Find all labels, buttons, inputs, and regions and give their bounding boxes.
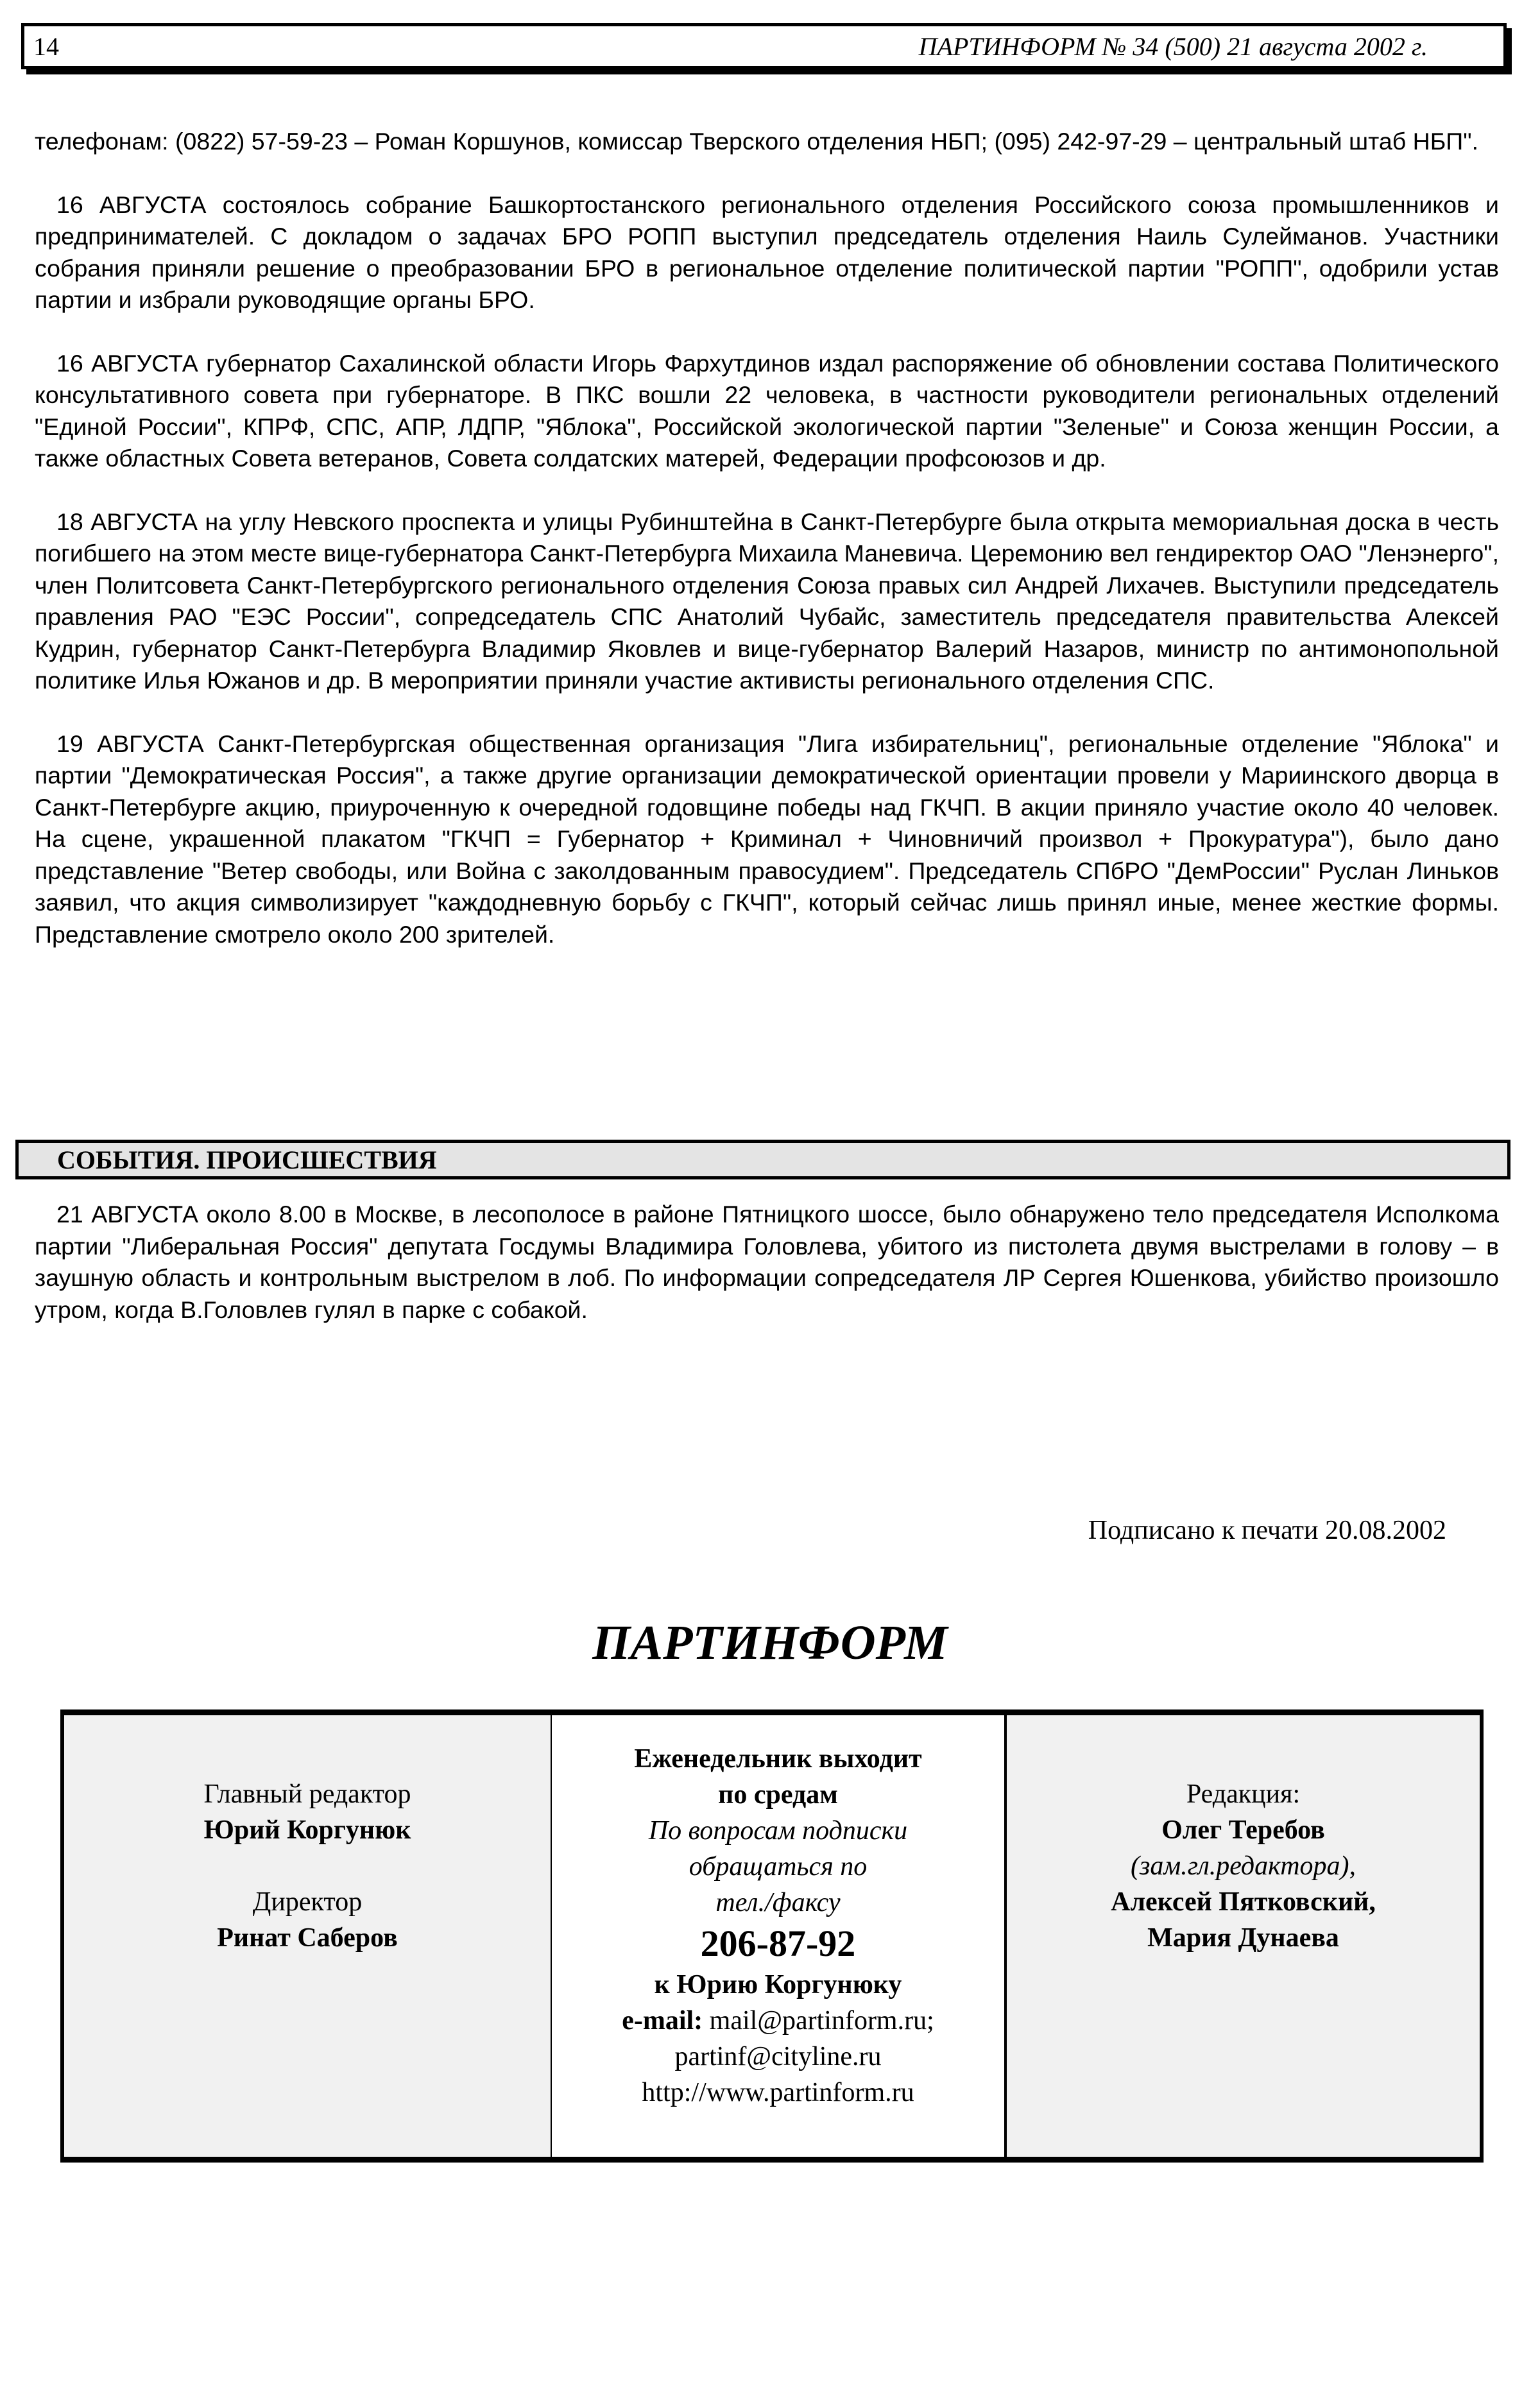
staff-1-name: Олег Теребов [1161,1815,1325,1845]
email-link-1[interactable]: mail@partinform.ru; [709,2006,934,2035]
staff-label: Редакция: [1186,1779,1301,1809]
article-bashkortostan: 16 АВГУСТА состоялось собрание Башкортостанского регионального отделения Российского союза промышленников и предпринимателей. С докладом о задачах БРО РОПП выступил председатель отделения Наиль Сулейманов. Участники собрания приняли решение о преобразовании БРО в региональное отделение политической партии "РОПП", одобрили устав партии и избрали руководящие органы БРО. [35,191,1499,313]
contact-person: к Юрию Коргунюку [654,1970,902,2000]
schedule-line-1: Еженедельник выходит [634,1744,922,1774]
staff-2-name: Алексей Пятковский, [1111,1887,1376,1917]
signed-to-print: Подписано к печати 20.08.2002 [1088,1516,1446,1545]
editor-role: Главный редактор [203,1779,411,1809]
page-header [21,23,1507,69]
masthead-editors [64,1715,552,2157]
page-number: 14 [33,32,59,61]
news-column [35,126,1499,982]
issue-line: ПАРТИНФОРМ № 34 (500) 21 августа 2002 г. [918,32,1428,61]
editor-name: Юрий Коргунюк [203,1815,411,1845]
article-sakhalin: 16 АВГУСТА губернатор Сахалинской области Игорь Фархутдинов издал распоряжение об обновлении состава Политического консультативного совета при губернаторе. В ПКС вошли 22 человека, в частности руководители региональных отделений "Единой России", КПРФ, СПС, АПР, ЛДПР, "Яблока", Российской экологической партии "Зеленые" и Союза женщин России, а также областных Совета ветеранов, Совета солдатских матерей, Федерации профсоюзов и др. [35,349,1499,472]
subscribe-line-3: тел./факсу [715,1888,841,1917]
article-continuation: телефонам: (0822) 57-59-23 – Роман Коршунов, комиссар Тверского отделения НБП; (095) 242-97-29 – центральный штаб НБП". [35,128,1478,155]
website-link[interactable]: http://www.partinform.ru [642,2078,914,2107]
article-gkchp: 19 АВГУСТА Санкт-Петербургская общественная организация "Лига избирательниц", региональные отделение "Яблока" и партии "Демократическая Россия", а также другие организации демократической ориентации провели у Мариинского дворца в Санкт-Петербурге акцию, приуроченную к очередной годовщине победы над ГКЧП. В акции приняло участие около 40 человек. На сцене, украшенной плакатом "ГКЧП = Губернатор + Криминал + Чиновничий произвол + Прокуратура"), было дано представление "Ветер свободы, или Война с заколдованным правосудием". Председатель СПбРО "ДемРоссии" Руслан Линьков заявил, что акция символизирует "каждодневную борьбу с ГКЧП", который сейчас лишь принял иные, менее жесткие формы. Представление смотрело около 200 зрителей. [35,730,1499,948]
schedule-line-2: по средам [718,1780,838,1810]
spacer [64,1848,551,1884]
staff-3-name: Мария Дунаева [1147,1923,1339,1953]
email-line [552,2003,1004,2039]
staff-1-role: (зам.гл.редактора), [1130,1851,1356,1881]
masthead-box [60,1709,1484,2163]
article-memorial: 18 АВГУСТА на углу Невского проспекта и улицы Рубинштейна в Санкт-Петербурге была открыта мемориальная доска в честь погибшего на этом месте вице-губернатора Санкт-Петербурга Михаила Маневича. Церемонию вел гендиректор ОАО "Ленэнерго", член Политсовета Санкт-Петербургского регионального отделения Союза правых сил Андрей Лихачев. Выступили председатель правления РАО "ЕЭС России", сопредседатель СПС Анатолий Чубайс, заместитель председателя правительства Алексей Кудрин, губернатор Санкт-Петербурга Владимир Яковлев и вице-губернатор Валерий Назаров, министр по антимонопольной политике Илья Южанов и др. В мероприятии приняли участие активисты регионального отделения СПС. [35,508,1499,694]
email-link-2[interactable]: partinf@cityline.ru [674,2042,882,2071]
masthead-contacts [552,1715,1007,2157]
email-label: e-mail: [622,2006,703,2035]
subscription-phone: 206-87-92 [700,1923,856,1964]
director-role: Директор [252,1887,363,1917]
masthead-staff [1007,1715,1480,2157]
director-name: Ринат Саберов [217,1923,398,1953]
events-column [35,1199,1499,1357]
subscribe-line-1: По вопросам подписки [648,1816,908,1846]
section-heading-events [15,1140,1510,1179]
masthead-title: ПАРТИНФОРМ [592,1616,948,1670]
article-golovlev: 21 АВГУСТА около 8.00 в Москве, в лесополосе в районе Пятницкого шоссе, было обнаружено тело председателя Исполкома партии "Либеральная Россия" депутата Госдумы Владимира Головлева, убитого из пистолета двумя выстрелами в голову – в заушную область и контрольным выстрелом в лоб. По информации сопредседателя ЛР Сергея Юшенкова, убийство произошло утром, когда В.Головлев гулял в парке с собакой. [35,1201,1499,1323]
section-title: СОБЫТИЯ. ПРОИСШЕСТВИЯ [57,1145,437,1174]
subscribe-line-2: обращаться по [689,1852,868,1881]
